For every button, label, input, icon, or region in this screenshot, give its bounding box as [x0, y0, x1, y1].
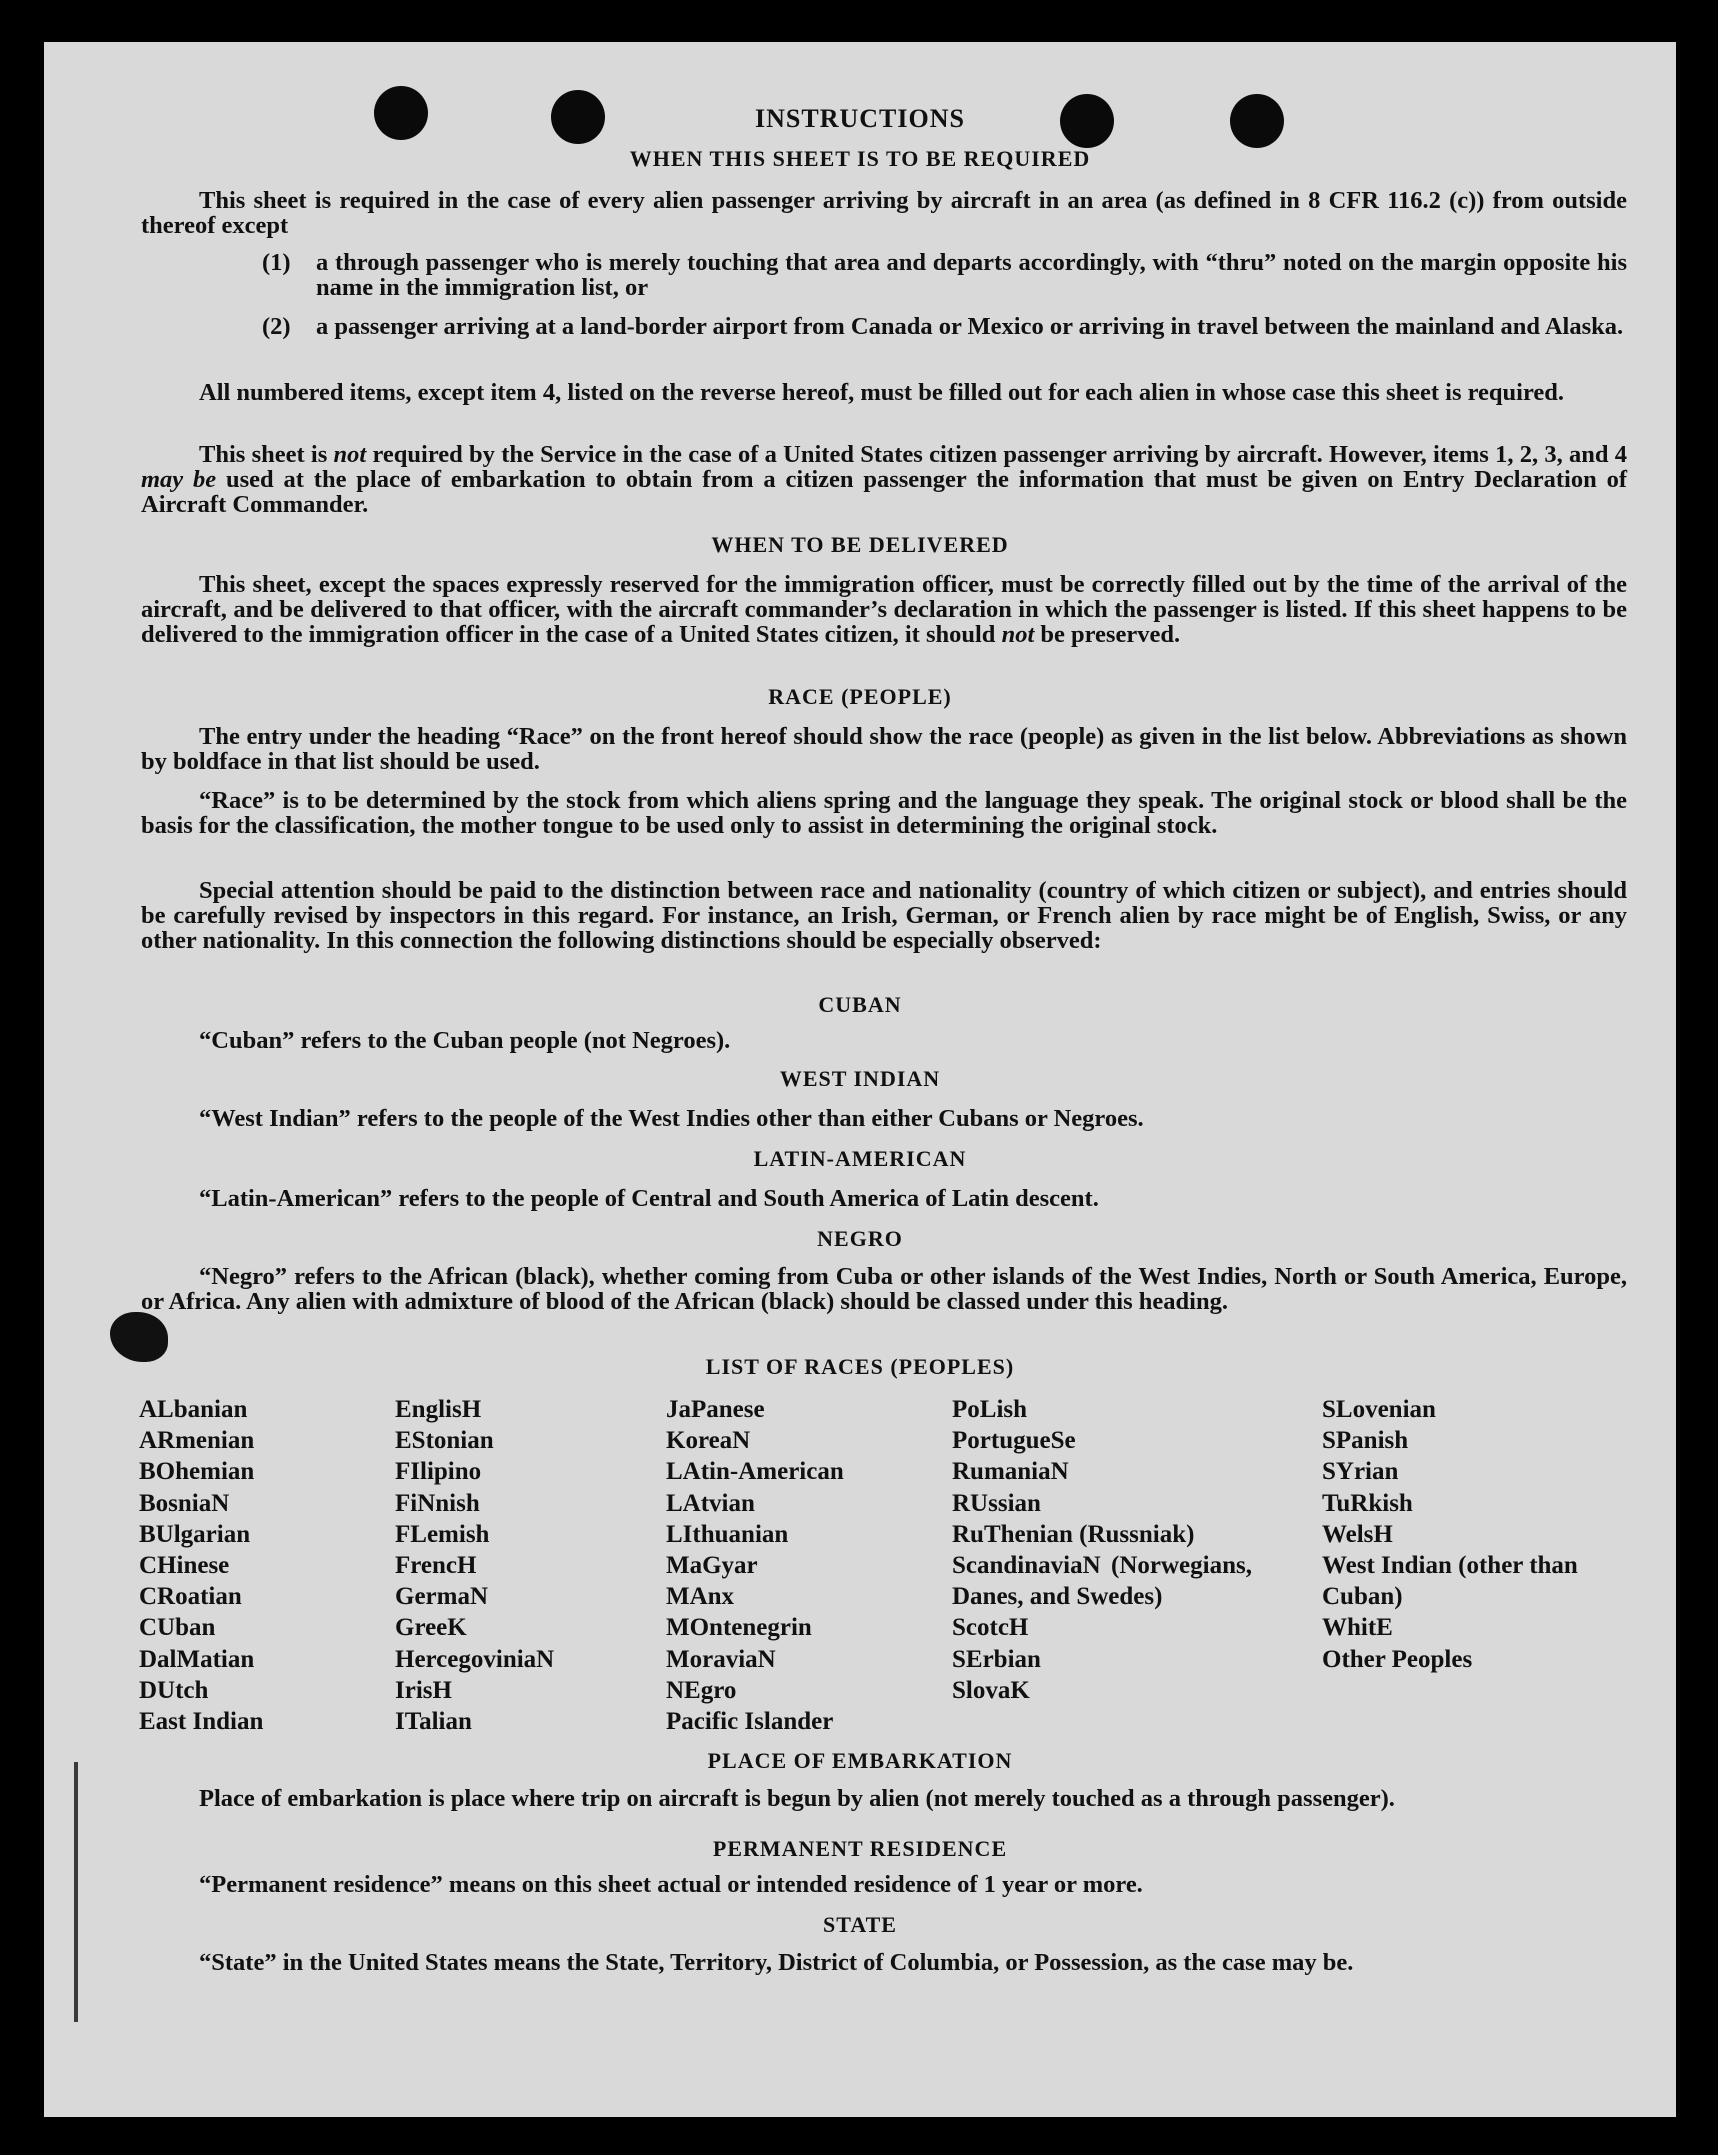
section-heading-state: STATE [823, 1912, 897, 1937]
para-when-delivered: This sheet, except the spaces expressly reserved for the immigration officer, must be correctly filled out by the time of the arrival of the aircraft, and be delivered to that officer, with the aircraft commander’s declaration in which the passenger is listed. If this sheet happens to be delivered to the immigration officer in the case of a United States citizen, it should not be preserved. [141, 571, 1627, 648]
races-column-3 [666, 1394, 936, 1737]
race-item: HercegoviniaN [395, 1645, 555, 1673]
para-when-required-intro: This sheet is required in the case of every alien passenger arriving by aircraft in an area (as defined in 8 CFR 116.2 (c)) from outside thereof except [141, 187, 1627, 239]
race-item: SYrian [1322, 1458, 1399, 1486]
page-title: INSTRUCTIONS [755, 104, 965, 133]
exception-2-number: (2) [262, 313, 291, 340]
races-column-2 [395, 1394, 655, 1737]
section-heading-race: RACE (PEOPLE) [768, 684, 952, 709]
para-race-2: “Race” is to be determined by the stock from which aliens spring and the language they speak. The original stock or blood shall be the basis for the classification, the mother tongue to be used only to assist in determining the original stock. [141, 787, 1627, 839]
race-item: SErbian [952, 1645, 1041, 1673]
race-item: MoraviaN [666, 1645, 776, 1673]
ink-mark-left [74, 1762, 78, 2022]
race-item: WhitE [1322, 1614, 1393, 1642]
section-heading-negro: NEGRO [817, 1226, 903, 1251]
document-sheet [44, 42, 1676, 2117]
para-state: “State” in the United States means the State, Territory, District of Columbia, or Possession, as the case may be. [199, 1949, 1354, 1976]
race-item: Pacific Islander [666, 1708, 834, 1736]
race-item: RuThenian (Russniak) [952, 1520, 1195, 1548]
race-item: BUlgarian [139, 1520, 251, 1548]
race-item: GermaN [395, 1583, 489, 1611]
race-item: DalMatian [139, 1645, 255, 1673]
race-item: JaPanese [666, 1396, 765, 1423]
section-heading-embarkation: PLACE OF EMBARKATION [707, 1748, 1013, 1773]
race-item: Other Peoples [1322, 1645, 1473, 1673]
para-citizen: This sheet is not required by the Service in the case of a United States citizen passenger arriving by aircraft. However, items 1, 2, 3, and 4 may be used at the place of embarkation to obtain from a citizen passenger the information that must be given on Entry Declaration of Aircraft Commander. [141, 441, 1628, 518]
race-item: BOhemian [139, 1458, 255, 1486]
race-item: FrencH [395, 1552, 477, 1580]
race-item: SPanish [1322, 1427, 1409, 1455]
para-race-3: Special attention should be paid to the distinction between race and nationality (country of which citizen or subject), and entries should be carefully revised by inspectors in this regard. For instance, an Irish, German, or French alien by race might be of English, Swiss, or any other nationality. In this connection the following distinctions should be especially observed: [141, 877, 1627, 954]
para-latin-american: “Latin-American” refers to the people of Central and South America of Latin descent. [199, 1185, 1099, 1212]
races-column-5 [1322, 1394, 1612, 1675]
exception-1-number: (1) [262, 249, 291, 276]
race-item: LAtin-American [666, 1458, 844, 1486]
races-column-1 [139, 1394, 379, 1737]
race-item: CRoatian [139, 1583, 242, 1611]
race-item: KoreaN [666, 1427, 751, 1455]
race-item: NEgro [666, 1676, 737, 1704]
race-item: FiNnish [395, 1489, 480, 1517]
race-item: West Indian (other than Cuban) [1322, 1552, 1578, 1611]
para-west-indian: “West Indian” refers to the people of the West Indies other than either Cubans or Negroes. [199, 1105, 1144, 1132]
para-embarkation: Place of embarkation is place where trip on aircraft is begun by alien (not merely touched as a through passenger). [199, 1785, 1395, 1812]
para-residence: “Permanent residence” means on this sheet actual or intended residence of 1 year or more. [199, 1871, 1143, 1898]
race-item: MAnx [666, 1583, 735, 1611]
race-item: ITalian [395, 1708, 472, 1736]
para-race-1: The entry under the heading “Race” on the front hereof should show the race (people) as given in the list below. Abbreviations as shown by boldface in that list should be used. [141, 723, 1627, 775]
race-item: LIthuanian [666, 1520, 789, 1548]
exception-2-text: a passenger arriving at a land-border airport from Canada or Mexico or arriving in travel between the mainland and Alaska. [316, 313, 1624, 340]
race-item: PoLish [952, 1396, 1028, 1423]
race-item: ALbanian [139, 1396, 248, 1423]
race-item: SLovenian [1322, 1396, 1436, 1423]
race-item: WelsH [1322, 1520, 1393, 1548]
race-item: FIlipino [395, 1458, 482, 1486]
para-negro: “Negro” refers to the African (black), whether coming from Cuba or other islands of the West Indies, North or South America, Europe, or Africa. Any alien with admixture of blood of the African (black) should be classed under this heading. [141, 1263, 1627, 1315]
section-heading-cuban: CUBAN [818, 992, 902, 1017]
race-item: IrisH [395, 1676, 452, 1704]
race-item: East Indian [139, 1708, 264, 1736]
race-item: TuRkish [1322, 1489, 1413, 1517]
section-heading-when-required: WHEN THIS SHEET IS TO BE REQUIRED [629, 146, 1091, 171]
race-item: DUtch [139, 1676, 209, 1704]
race-item: CHinese [139, 1552, 230, 1580]
race-item: CUban [139, 1614, 216, 1642]
section-heading-when-delivered: WHEN TO BE DELIVERED [711, 532, 1009, 557]
race-item: GreeK [395, 1614, 467, 1642]
race-item: RUssian [952, 1489, 1041, 1517]
races-column-4 [952, 1394, 1252, 1706]
section-heading-list-of-races: LIST OF RACES (PEOPLES) [705, 1354, 1015, 1379]
race-item: EnglisH [395, 1396, 482, 1423]
race-item: ARmenian [139, 1427, 255, 1455]
section-heading-latin-american: LATIN-AMERICAN [753, 1146, 967, 1171]
race-item: ScandinaviaN (Norwegians, Danes, and Swedes) [952, 1552, 1252, 1611]
race-item: MaGyar [666, 1552, 758, 1580]
para-numbered-items: All numbered items, except item 4, listed on the reverse hereof, must be filled out for each alien in whose case this sheet is required. [199, 379, 1565, 406]
race-item: RumaniaN [952, 1458, 1069, 1486]
race-item: SlovaK [952, 1676, 1030, 1704]
para-cuban: “Cuban” refers to the Cuban people (not Negroes). [199, 1027, 731, 1054]
section-heading-residence: PERMANENT RESIDENCE [712, 1836, 1008, 1861]
race-item: MOntenegrin [666, 1614, 812, 1642]
race-item: LAtvian [666, 1489, 755, 1517]
race-item: FLemish [395, 1520, 490, 1548]
race-item: PortugueSe [952, 1427, 1076, 1455]
section-heading-west-indian: WEST INDIAN [779, 1066, 941, 1091]
exception-1-text: a through passenger who is merely touching that area and departs accordingly, with “thru” noted on the margin opposite his name in the immigration list, or [316, 249, 1627, 301]
race-item: EStonian [395, 1427, 494, 1455]
race-item: BosniaN [139, 1489, 230, 1517]
race-item: ScotcH [952, 1614, 1029, 1642]
